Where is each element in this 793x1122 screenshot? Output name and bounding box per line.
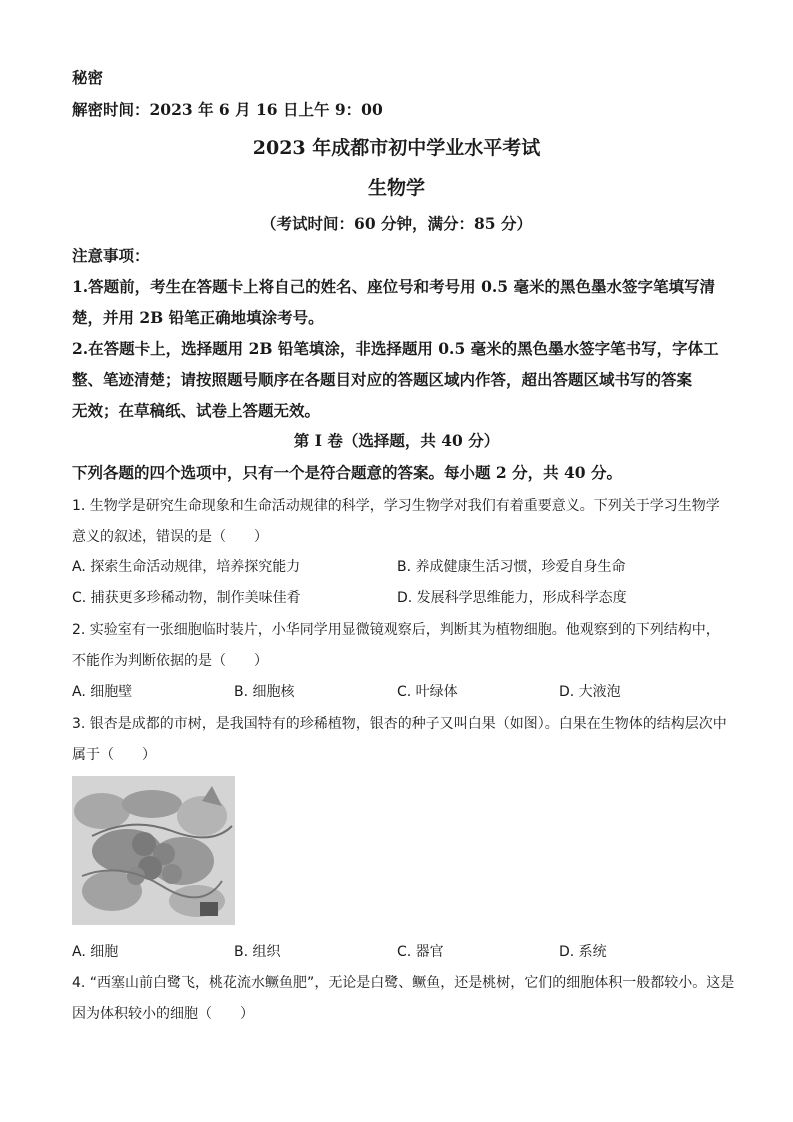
notes-heading: 注意事项： <box>72 246 150 265</box>
q1-option-c: C. 捕获更多珍稀动物，制作美味佳肴 <box>72 590 301 606</box>
q2-option-d: D. 大液泡 <box>559 684 621 700</box>
q1-option-b: B. 养成健康生活习惯，珍爱自身生命 <box>397 559 626 575</box>
ginkgo-seed-photo <box>72 776 235 925</box>
q3-stem-line-1: 3. 银杏是成都的市树，是我国特有的珍稀植物，银杏的种子又叫白果（如图）。白果在生物体的结构层次中 <box>72 716 727 732</box>
q3-option-a: A. 细胞 <box>72 944 119 960</box>
q2-option-b: B. 细胞核 <box>234 684 295 700</box>
q1-option-d: D. 发展科学思维能力，形成科学态度 <box>397 590 627 606</box>
q3-option-b: B. 组织 <box>234 944 281 960</box>
q3-stem-line-2: 属于（ ） <box>72 747 156 763</box>
decrypt-time: 解密时间：2023 年 6 月 16 日上午 9：00 <box>72 100 383 119</box>
note-2-line-1: 2.在答题卡上，选择题用 2B 铅笔填涂，非选择题用 0.5 毫米的黑色墨水签字笔书写，字体工 <box>72 339 719 358</box>
exam-info: （考试时间：60 分钟，满分：85 分） <box>261 214 532 233</box>
q2-option-a: A. 细胞壁 <box>72 684 133 700</box>
q4-stem-line-2: 因为体积较小的细胞（ ） <box>72 1006 254 1022</box>
q1-stem-line-2: 意义的叙述，错误的是（ ） <box>72 529 268 545</box>
section-instruction: 下列各题的四个选项中，只有一个是符合题意的答案。每小题 2 分，共 40 分。 <box>72 463 622 482</box>
q3-option-c: C. 器官 <box>397 944 444 960</box>
q2-stem-line-1: 2. 实验室有一张细胞临时装片，小华同学用显微镜观察后，判断其为植物细胞。他观察到的下列结构中， <box>72 622 720 638</box>
note-2-line-2: 整、笔迹清楚；请按照题号顺序在各题目对应的答题区域内作答，超出答题区域书写的答案 <box>72 370 693 389</box>
q3-option-d: D. 系统 <box>559 944 607 960</box>
q1-stem-line-1: 1. 生物学是研究生命现象和生命活动规律的科学，学习生物学对我们有着重要意义。下列关于学习生物学 <box>72 498 720 514</box>
secret-label: 秘密 <box>72 68 104 87</box>
q4-stem-line-1: 4. “西塞山前白鹭飞，桃花流水鳜鱼肥”，无论是白鹭、鳜鱼，还是桃树，它们的细胞体积一般都较小。这是 <box>72 975 735 991</box>
note-1-line-1: 1.答题前，考生在答题卡上将自己的姓名、座位号和考号用 0.5 毫米的黑色墨水签字笔填写清 <box>72 277 715 296</box>
q2-stem-line-2: 不能作为判断依据的是（ ） <box>72 653 268 669</box>
note-2-line-3: 无效；在草稿纸、试卷上答题无效。 <box>72 401 321 420</box>
q1-option-a: A. 探索生命活动规律，培养探究能力 <box>72 559 301 575</box>
q2-option-c: C. 叶绿体 <box>397 684 458 700</box>
section-title: 第 I 卷（选择题，共 40 分） <box>293 431 500 450</box>
exam-title: 2023 年成都市初中学业水平考试 <box>252 137 541 159</box>
note-1-line-2: 楚，并用 2B 铅笔正确地填涂考号。 <box>72 308 324 327</box>
subject-title: 生物学 <box>367 177 425 199</box>
